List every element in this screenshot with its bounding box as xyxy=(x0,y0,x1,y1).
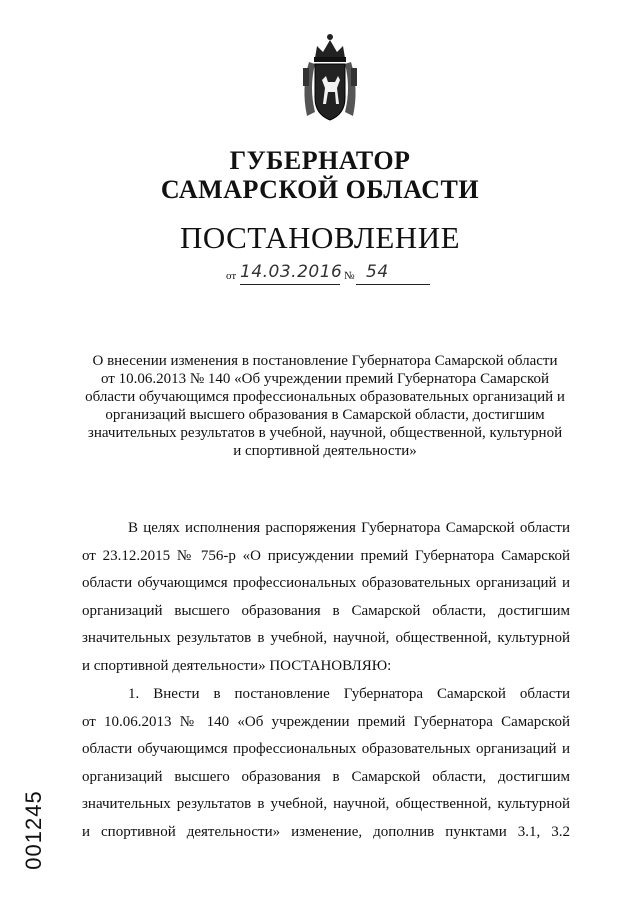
paragraph-line: области обучающимся профессиональных образовательных организаций и xyxy=(82,575,570,591)
number-underline xyxy=(356,284,430,285)
item-1-paragraph xyxy=(82,681,570,846)
paragraph-line: В целях исполнения распоряжения Губернатора Самарской области xyxy=(128,520,570,536)
subject-line: области обучающимся профессиональных образовательных организаций и xyxy=(85,389,565,405)
label-from: от xyxy=(226,270,237,282)
handwritten-number: 54 xyxy=(366,262,389,282)
registration-number-text: 001245 xyxy=(21,790,46,870)
coat-of-arms-icon xyxy=(295,28,365,128)
paragraph-line: организаций высшего образования в Самарской области, достигшим xyxy=(82,602,570,619)
preamble-paragraph xyxy=(82,515,570,680)
paragraph-line: и спортивной деятельности» ПОСТАНОВЛЯЮ: xyxy=(82,657,392,674)
paragraph-line: значительных результатов в учебной, научной, общественной, культурной xyxy=(82,796,570,812)
subject-line: и спортивной деятельности» xyxy=(233,443,417,459)
label-number: № xyxy=(344,270,355,282)
issuer-title-line2: САМАРСКОЙ ОБЛАСТИ xyxy=(160,175,480,204)
subject-line: О внесении изменения в постановление Губернатора Самарской области xyxy=(92,353,558,369)
margin-registration-number xyxy=(14,780,54,880)
handwritten-date: 14.03.2016 xyxy=(240,262,343,282)
paragraph-line: области обучающимся профессиональных образовательных организаций и xyxy=(82,741,570,757)
issuer-title-line1: ГУБЕРНАТОР xyxy=(229,146,411,175)
paragraph-line: организаций высшего образования в Самарской области, достигшим xyxy=(82,768,570,785)
subject-line: организаций высшего образования в Самарской области, достигшим xyxy=(105,407,545,423)
paragraph-line: значительных результатов в учебной, научной, общественной, культурной xyxy=(82,630,570,646)
date-number-line xyxy=(220,262,460,286)
subject-line: значительных результатов в учебной, научной, общественной, культурной xyxy=(87,425,563,441)
date-underline xyxy=(240,284,340,285)
paragraph-line: от 10.06.2013 № 140 «Об учреждении премий Губернатора Самарской xyxy=(82,713,570,730)
paragraph-line: от 23.12.2015 № 756-р «О присуждении премий Губернатора Самарской xyxy=(82,547,570,564)
paragraph-line: 1. Внести в постановление Губернатора Самарской области xyxy=(128,686,570,702)
document-type-title: ПОСТАНОВЛЕНИЕ xyxy=(179,220,461,255)
paragraph-line: и спортивной деятельности» изменение, дополнив пунктами 3.1, 3.2 xyxy=(82,823,570,840)
subject-line: от 10.06.2013 № 140 «Об учреждении премий Губернатора Самарской xyxy=(100,371,550,387)
document-subject xyxy=(80,352,570,460)
